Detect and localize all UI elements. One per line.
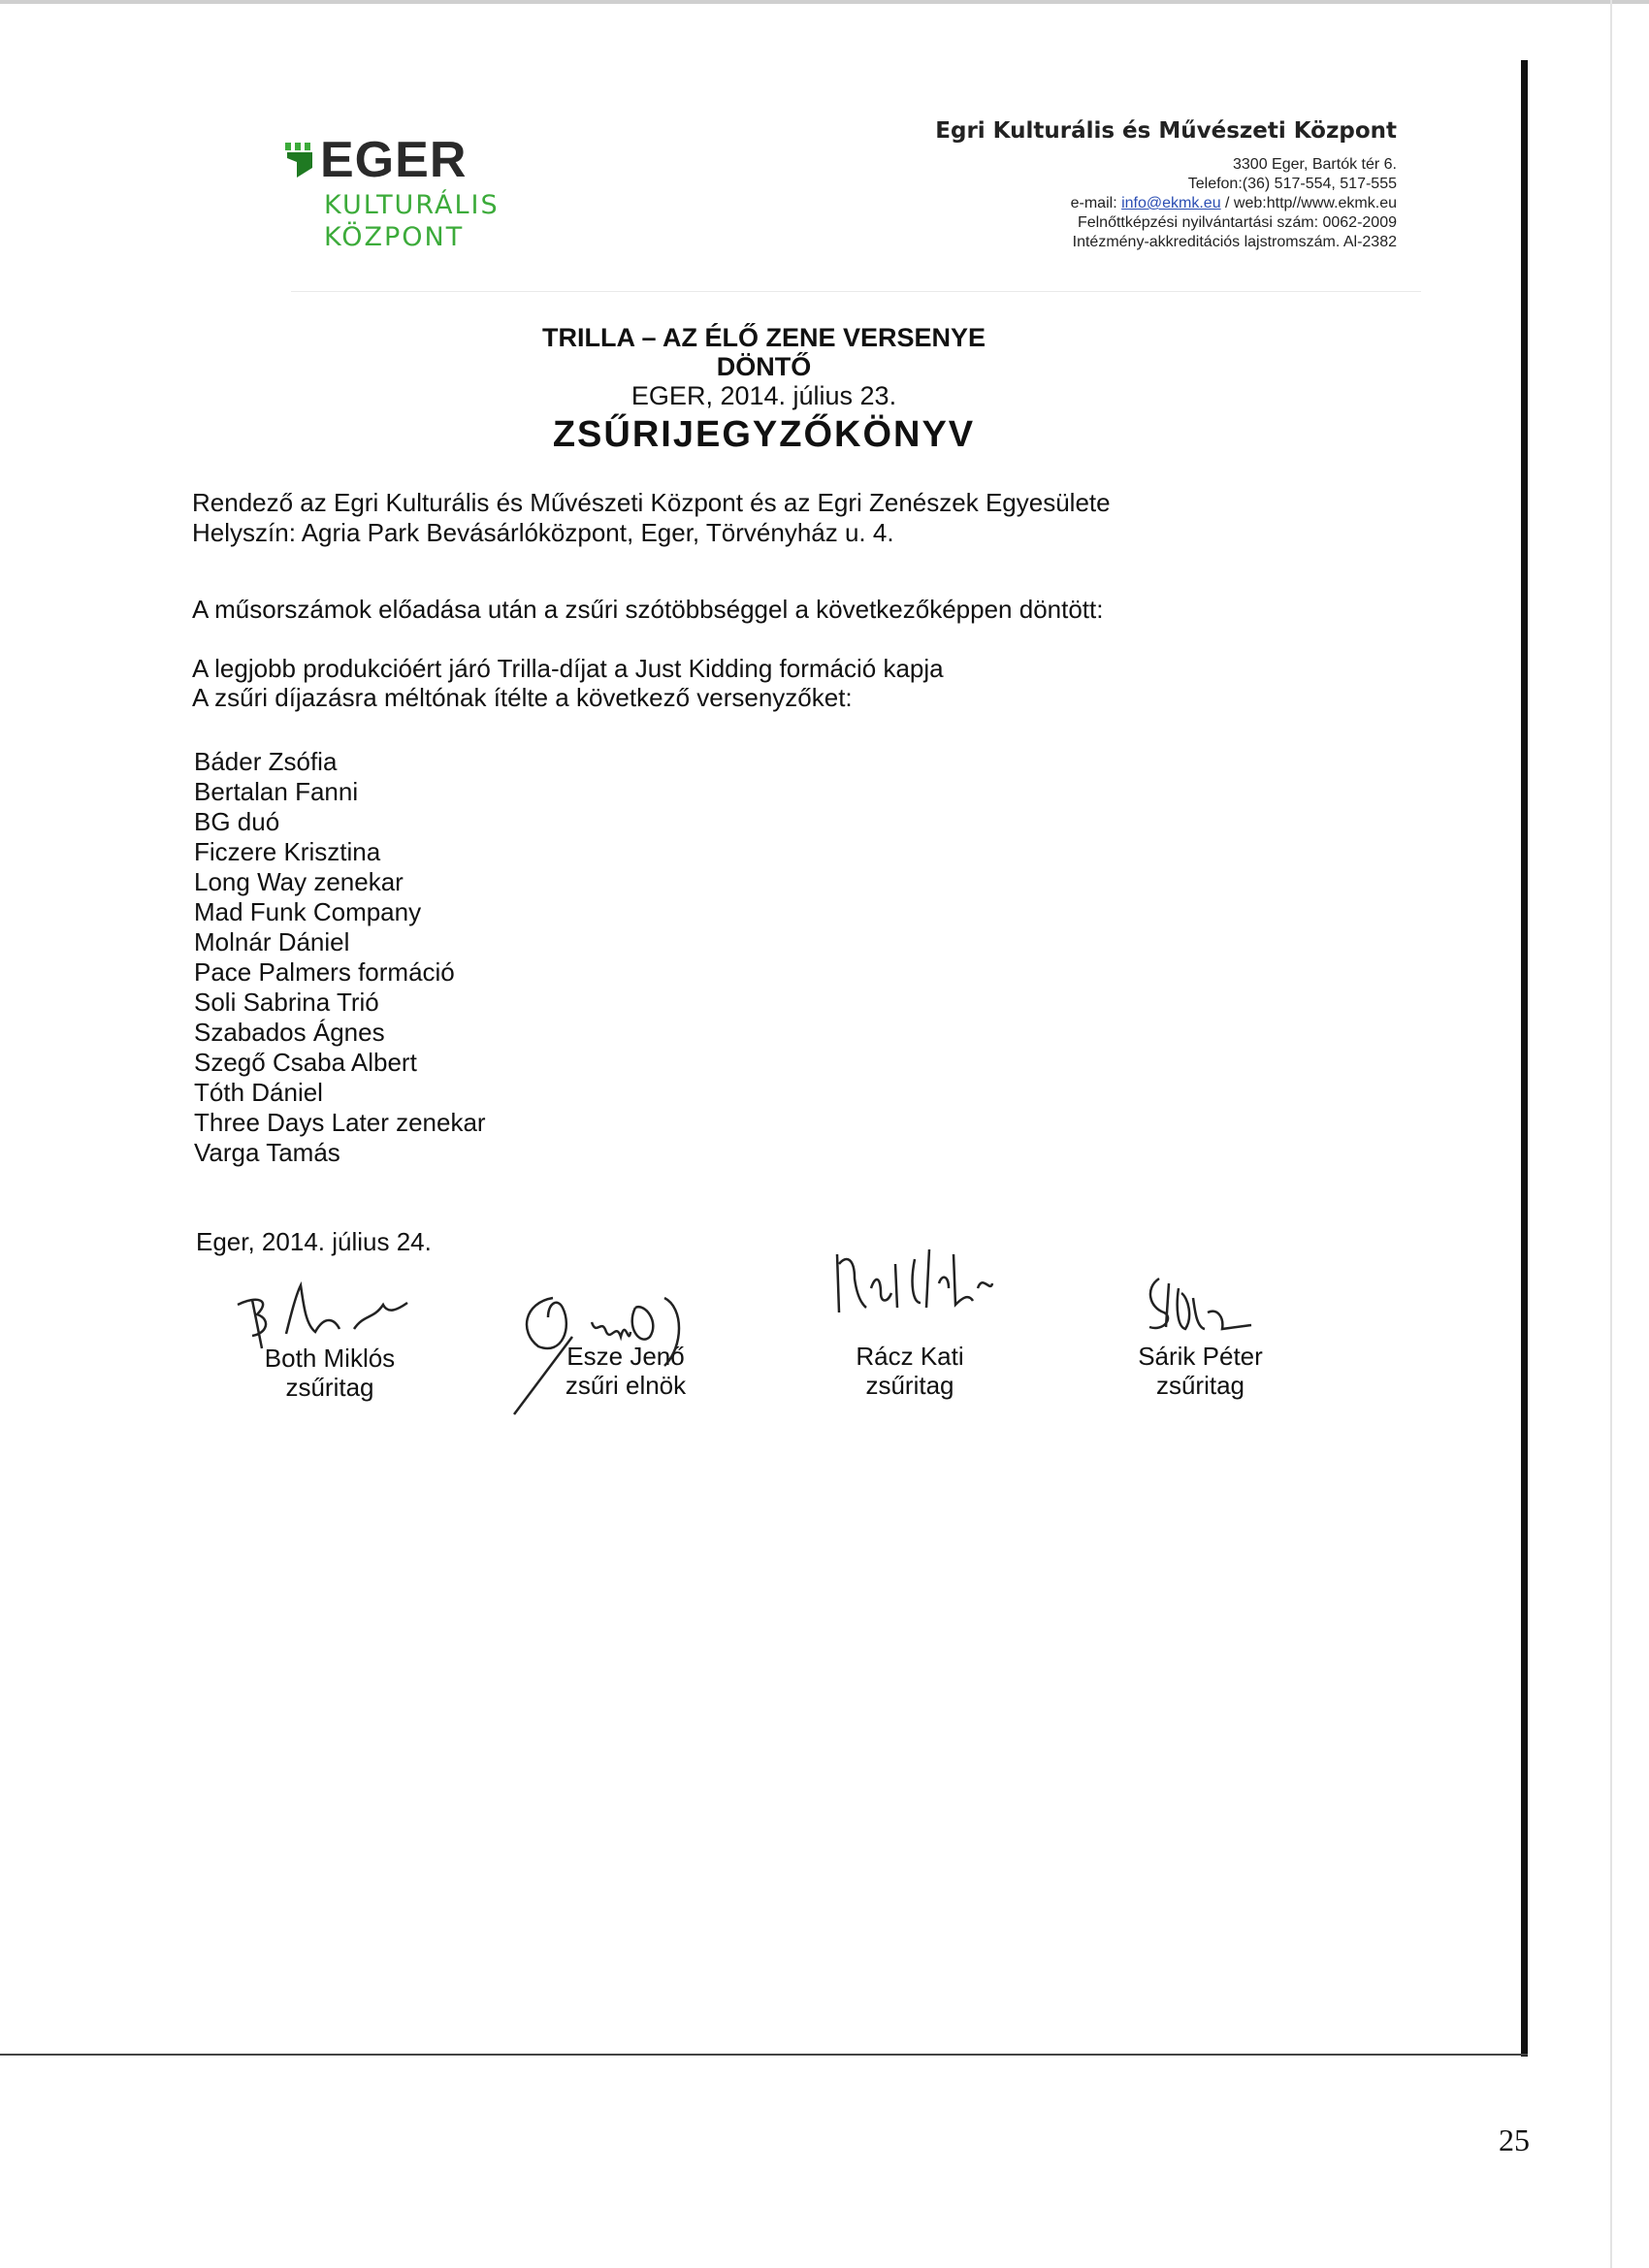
castle-icon: [283, 135, 316, 185]
signatory-racz: [842, 1342, 978, 1400]
header-divider: [291, 291, 1421, 292]
email-label: e-mail:: [1070, 195, 1122, 211]
winners-list: [194, 747, 486, 1168]
web-address: / web:http//www.ekmk.eu: [1220, 195, 1397, 211]
logo-title: EGER: [320, 132, 468, 188]
signature-image: [504, 1279, 718, 1424]
list-item: Tóth Dániel: [194, 1078, 323, 1107]
award-text: A legjobb produkcióért járó Trilla-díjat a Just Kidding formáció kapja: [192, 654, 944, 683]
org-accreditation: Intézmény-akkreditációs lajstromszám. Al-2382: [1072, 234, 1397, 250]
signatory-esze: [548, 1342, 703, 1400]
list-item: Soli Sabrina Trió: [194, 988, 379, 1017]
org-adult-ed: Felnőttképzési nyilvántartási szám: 0062-2009: [1077, 214, 1397, 231]
organizer-text: Rendező az Egri Kulturális és Művészeti Központ és az Egri Zenészek Egyesülete: [192, 488, 1111, 517]
signatory-role: zsűritag: [1155, 1371, 1245, 1400]
signatory-both: [247, 1344, 412, 1402]
title-block: [0, 323, 1528, 456]
email-link[interactable]: info@ekmk.eu: [1121, 195, 1221, 211]
event-stage: DÖNTŐ: [716, 352, 812, 381]
signatory-name: Rácz Kati: [856, 1342, 964, 1371]
list-item: Mad Funk Company: [194, 897, 422, 926]
list-item: BG duó: [194, 807, 280, 836]
signatory-name: Both Miklós: [264, 1344, 396, 1373]
event-title: TRILLA – AZ ÉLŐ ZENE VERSENYE: [541, 323, 986, 352]
scan-edge-right: [1610, 0, 1612, 2268]
logo-line-2: KÖZPONT: [324, 222, 465, 252]
signatory-role: zsűri elnök: [565, 1371, 687, 1400]
signatory-name: Esze Jenő: [566, 1342, 685, 1371]
list-item: Long Way zenekar: [194, 867, 404, 896]
page-number: 25: [1499, 2122, 1530, 2157]
signature-image: [827, 1235, 1080, 1342]
signatory-sarik: [1130, 1342, 1271, 1400]
page-bottom-edge: [0, 2054, 1528, 2056]
scan-edge-top: [0, 0, 1649, 4]
list-item: Szabados Ágnes: [194, 1018, 385, 1047]
signature-image: [1135, 1269, 1271, 1356]
signatory-role: zsűritag: [285, 1373, 374, 1402]
org-contact: [935, 194, 1397, 213]
worthy-text: A zsűri díjazásra méltónak ítélte a következő versenyzőket:: [192, 683, 853, 712]
signatory-role: zsűritag: [865, 1371, 954, 1400]
org-address: 3300 Eger, Bartók tér 6.: [1233, 156, 1397, 173]
event-date: EGER, 2014. július 23.: [630, 381, 897, 410]
signatory-name: Sárik Péter: [1138, 1342, 1263, 1371]
list-item: Ficzere Krisztina: [194, 837, 381, 866]
org-name: Egri Kulturális és Művészeti Központ: [935, 118, 1397, 144]
org-header: [935, 118, 1397, 252]
signature-image: [228, 1276, 480, 1353]
decision-text: A műsorszámok előadása után a zsűri szótöbbséggel a következőképpen döntött:: [192, 595, 1104, 624]
list-item: Báder Zsófia: [194, 747, 338, 776]
org-phone: Telefon:(36) 517-554, 517-555: [1187, 176, 1397, 192]
list-item: Three Days Later zenekar: [194, 1108, 486, 1137]
list-item: Pace Palmers formáció: [194, 957, 455, 987]
document-title: ZSŰRIJEGYZŐKÖNYV: [552, 414, 976, 455]
list-item: Bertalan Fanni: [194, 777, 359, 806]
venue-text: Helyszín: Agria Park Bevásárlóközpont, Eger, Törvényház u. 4.: [192, 518, 894, 547]
logo: [283, 131, 516, 253]
list-item: Szegő Csaba Albert: [194, 1048, 417, 1077]
logo-line-1: KULTURÁLIS: [324, 190, 500, 220]
signing-date: Eger, 2014. július 24.: [196, 1227, 432, 1256]
list-item: Varga Tamás: [194, 1138, 340, 1167]
list-item: Molnár Dániel: [194, 927, 350, 956]
